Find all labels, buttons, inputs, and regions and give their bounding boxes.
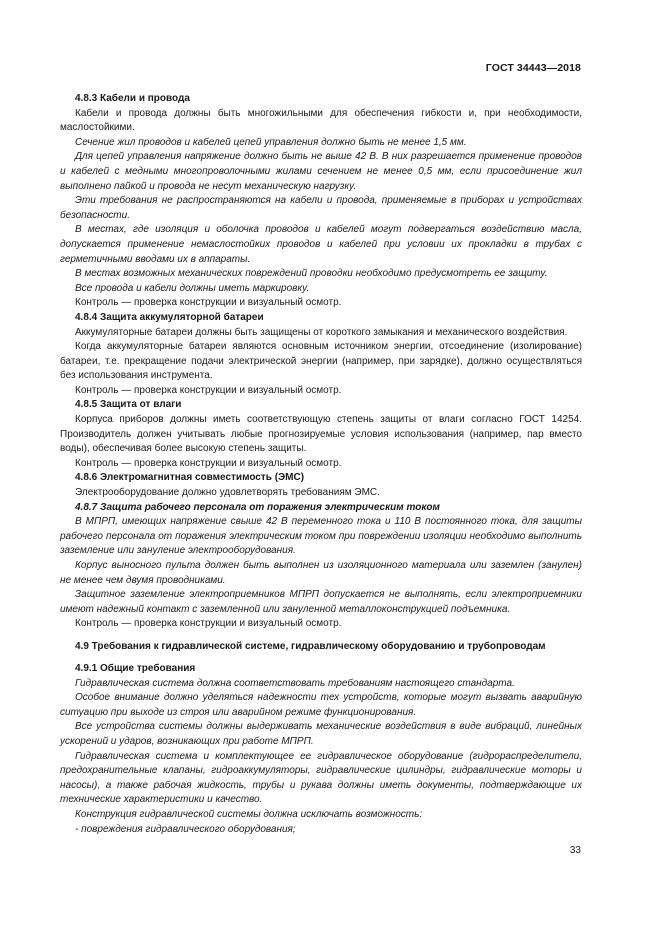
paragraph: В местах, где изоляция и оболочка проводов и кабелей могут подвергаться воздействию масла, допускается применение немаслостойких проводов и кабелей при условии их прокладки в трубах с герметичными вводами их в аппараты.: [60, 224, 582, 265]
chapter-heading: 4.9 Требования к гидравлической системе, гидравлическому оборудованию и трубопроводам: [75, 640, 546, 652]
section-heading: 4.8.4 Защита аккумуляторной батареи: [75, 311, 264, 323]
section-heading: 4.8.3 Кабели и провода: [75, 93, 190, 104]
paragraph: Для цепей управления напряжение должно быть не выше 42 В. В них разрешается применение проводов и кабелей с медными многопроволочными жилами сечением не менее 0,5 мм, если присоединение жил выполнено пайкой и провода не несут механическую нагрузку.: [60, 151, 582, 192]
paragraph: Когда аккумуляторные батареи являются основным источником энергии, отсоединение (изолирование) батареи, т.е. прекращение подачи электрической энергии (например, при зарядке), должно осуществляться без использования инструмента.: [60, 341, 582, 382]
paragraph: В местах возможных механических повреждений проводки необходимо предусмотреть ее защиту.: [75, 268, 548, 280]
paragraph: Все устройства системы должны выдерживать механические воздействия в виде вибраций, линейных ускорений и ударов, возникающих при работе МПРП.: [60, 721, 582, 747]
paragraph: Сечение жил проводов и кабелей цепей управления должно быть не менее 1,5 мм.: [75, 136, 467, 148]
control-note: Контроль — проверка конструкции и визуальный осмотр.: [75, 384, 342, 396]
list-item: - повреждения гидравлического оборудования;: [75, 823, 296, 835]
section-heading: 4.8.6 Электромагнитная совместимость (ЭМС): [75, 472, 305, 484]
paragraph: Электрооборудование должно удовлетворять требованиям ЭМС.: [75, 487, 380, 499]
document-number: ГОСТ 34443—2018: [485, 62, 581, 74]
section-heading: 4.8.7 Защита рабочего персонала от поражения электрическим током: [75, 501, 440, 513]
page-number: 33: [569, 845, 581, 856]
section-heading: 4.9.1 Общие требования: [75, 662, 196, 674]
paragraph: Аккумуляторные батареи должны быть защищены от короткого замыкания и механического воздействия.: [75, 326, 568, 338]
control-note: Контроль — проверка конструкции и визуальный осмотр.: [75, 297, 342, 309]
control-note: Контроль — проверка конструкции и визуальный осмотр.: [75, 618, 342, 630]
paragraph: Все провода и кабели должны иметь маркировку.: [75, 282, 310, 294]
section-heading: 4.8.5 Защита от влаги: [75, 399, 182, 411]
paragraph: Корпус выносного пульта должен быть выполнен из изоляционного материала или заземлен (занулен) не менее чем двумя проводниками.: [60, 560, 582, 586]
paragraph: Кабели и провода должны быть многожильными для обеспечения гибкости и, при необходимости, маслостойкими.: [60, 107, 582, 134]
paragraph: Эти требования не распространяются на кабели и провода, применяемые в приборах и устройствах безопасности.: [60, 195, 582, 221]
control-note: Контроль — проверка конструкции и визуальный осмотр.: [75, 457, 342, 469]
paragraph: Гидравлическая система должна соответствовать требованиям настоящего стандарта.: [75, 677, 515, 689]
paragraph: Гидравлическая система и комплектующее ее гидравлическое оборудование (гидрораспределители, предохранительные клапаны, гидроаккумуляторы, гидравлические цилиндры, гидравлические моторы и насосы), а также рабочая жидкость, трубы и рукава должны иметь документы, подтверждающие их технические характеристики и качество.: [60, 750, 582, 806]
paragraph: В МПРП, имеющих напряжение свыше 42 В переменного тока и 110 В постоянного тока, для защиты рабочего персонала от поражения электрическим током при повреждении изоляции необходимо выполнить заземление или зануление электрооборудования.: [60, 516, 582, 557]
paragraph: Защитное заземление электроприемников МПРП допускается не выполнять, если электроприемники имеют надежный контакт с заземленной или зануленной металлоконструкцией подъемника.: [60, 589, 582, 615]
document-body: [60, 92, 582, 837]
paragraph: Особое внимание должно уделяться надежности тех устройств, которые могут вызвать аварийную ситуацию при выходе из строя или аварийном режиме функционирования.: [60, 692, 582, 718]
paragraph: Корпуса приборов должны иметь соответствующую степень защиты от влаги согласно ГОСТ 14254. Производитель должен учитывать любые прогнозируемые условия использования (например, пар вместо воды), обеспечивая более высокую степень защиты.: [60, 414, 582, 455]
paragraph: Конструкция гидравлической системы должна исключать возможность:: [75, 808, 423, 820]
